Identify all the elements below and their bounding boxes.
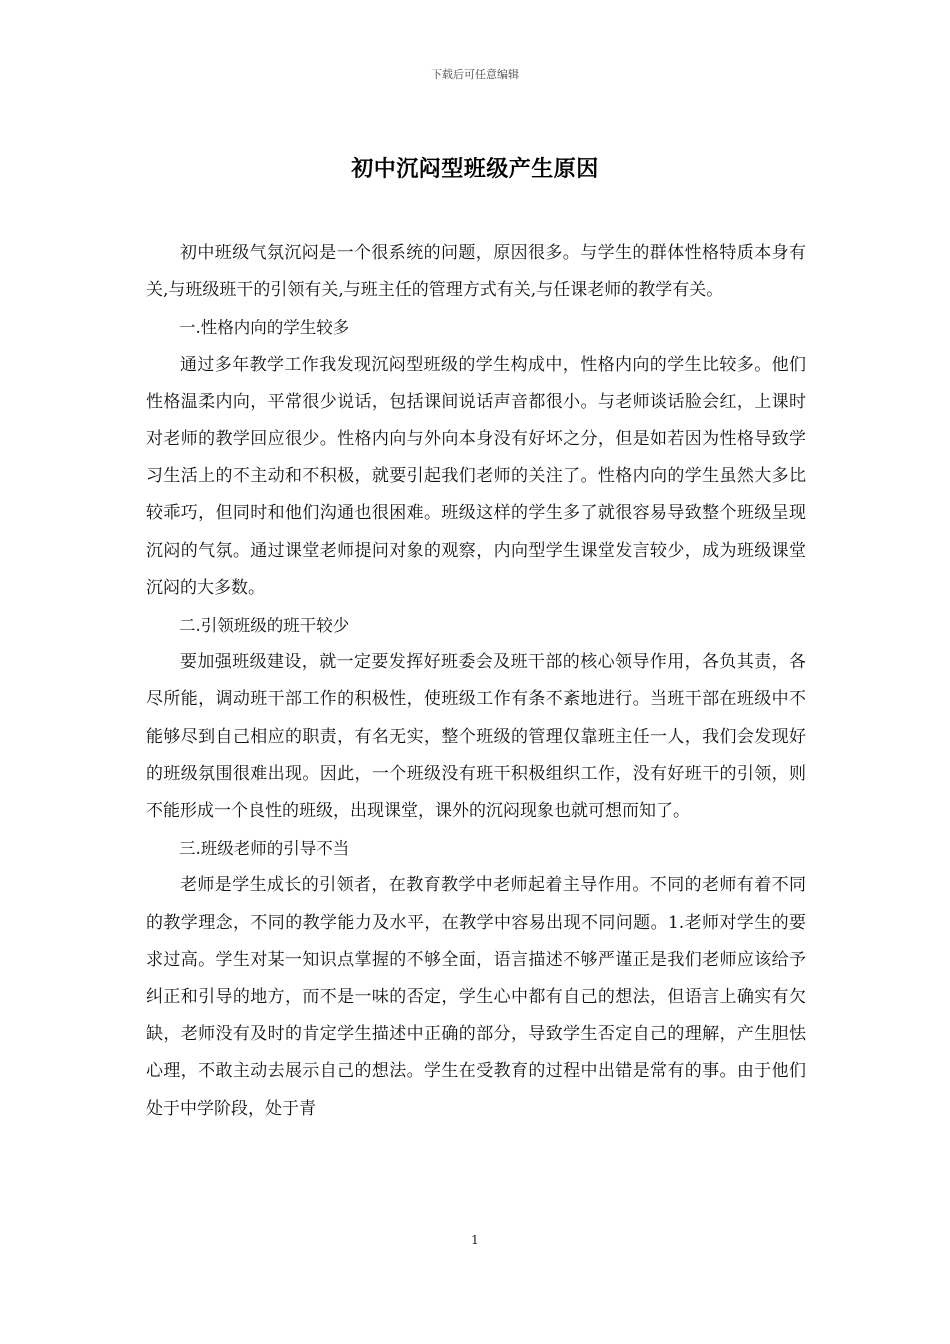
page-number: 1 — [471, 1233, 479, 1247]
section-3-paragraph: 老师是学生成长的引领者，在教育教学中老师起着主导作用。不同的老师有着不同的教学理念，不同的教学能力及水平，在教学中容易出现不同问题。1.老师对学生的要求过高。学生对某一知识点掌握的不够全面，语言描述不够严谨正是我们老师应该给予纠正和引导的地方，而不是一味的否定，学生心中都有自己的想法，但语言上确实有欠缺，老师没有及时的肯定学生描述中正确的部分，导致学生否定自己的理解，产生胆怯心理，不敢主动去展示自己的想法。学生在受教育的过程中出错是常有的事。由于他们处于中学阶段，处于青 — [146, 875, 806, 1119]
section-2-paragraph: 要加强班级建设，就一定要发挥好班委会及班干部的核心领导作用，各负其责，各尽所能，调动班干部工作的积极性，使班级工作有条不紊地进行。当班干部在班级中不能够尽到自己相应的职责，有名无实，整个班级的管理仅靠班主任一人，我们会发现好的班级氛围很难出现。因此，一个班级没有班干积极组织工作，没有好班干的引领，则不能形成一个良性的班级，出现课堂，课外的沉闷现象也就可想而知了。 — [146, 652, 806, 822]
document-title: 初中沉闷型班级产生原因 — [351, 156, 599, 182]
section-heading-1: 一.性格内向的学生较多 — [179, 318, 350, 338]
page-header: 下载后可任意编辑 — [431, 68, 519, 81]
intro-paragraph: 初中班级气氛沉闷是一个很系统的问题，原因很多。与学生的群体性格特质本身有关,与班级班干的引领有关,与班主任的管理方式有关,与任课老师的教学有关。 — [146, 243, 806, 301]
section-1-paragraph: 通过多年教学工作我发现沉闷型班级的学生构成中，性格内向的学生比较多。他们性格温柔内向，平常很少说话，包括课间说话声音都很小。与老师谈话脸会红，上课时对老师的教学回应很少。性格内向与外向本身没有好坏之分，但是如若因为性格导致学习生活上的不主动和不积极，就要引起我们老师的关注了。性格内向的学生虽然大多比较乖巧，但同时和他们沟通也很困难。班级这样的学生多了就很容易导致整个班级呈现沉闷的气氛。通过课堂老师提问对象的观察，内向型学生课堂发言较少，成为班级课堂沉闷的大多数。 — [146, 354, 806, 598]
document-body — [146, 235, 806, 1128]
section-heading-2: 二.引领班级的班干较少 — [179, 616, 350, 636]
section-heading-3: 三.班级老师的引导不当 — [179, 839, 350, 859]
